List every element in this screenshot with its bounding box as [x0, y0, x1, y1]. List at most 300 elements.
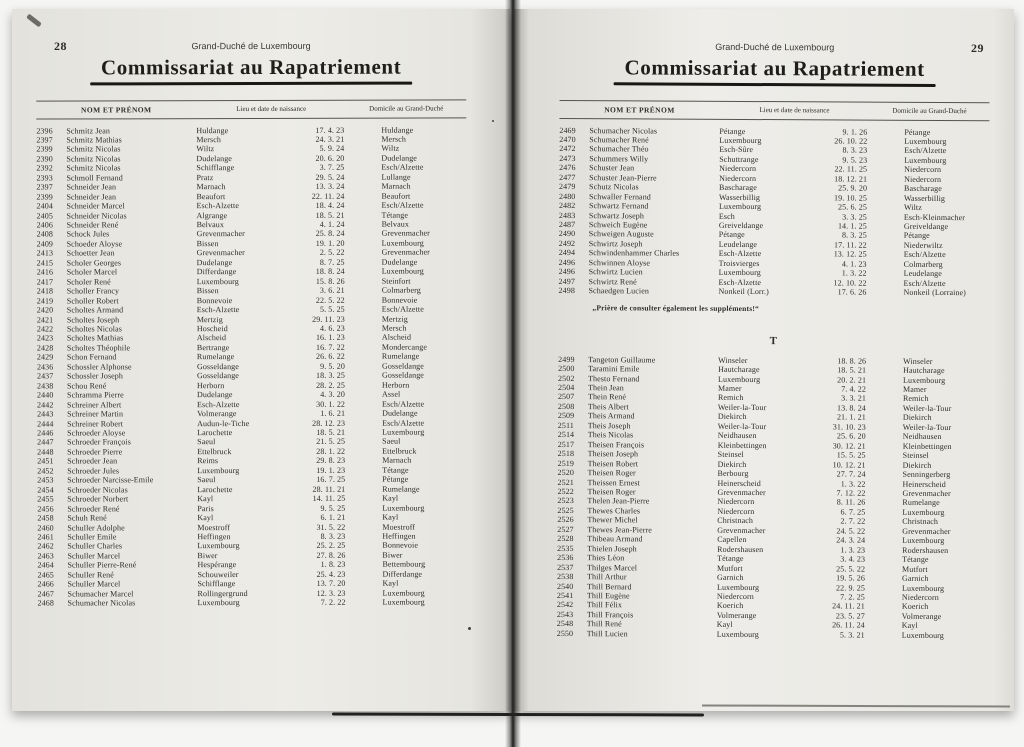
- domicile: Pétange: [904, 127, 931, 137]
- domicile: Luxembourg: [382, 588, 425, 598]
- birthdate: 22. 11. 25: [834, 164, 868, 174]
- table-row: [557, 629, 987, 641]
- birthdate: 7. 2. 25: [840, 592, 865, 602]
- domicile: Rumelange: [382, 484, 420, 494]
- domicile: Saeul: [382, 437, 401, 447]
- person-name: Schroeder François: [67, 437, 131, 447]
- birthdate: 18. 5. 21: [837, 365, 867, 375]
- person-name: Schwirtz René: [588, 276, 637, 287]
- table-header: [559, 99, 989, 120]
- entry-number: 2520: [557, 468, 575, 478]
- birthdate: 4. 3. 20: [320, 389, 346, 400]
- domicile: Luxembourg: [381, 266, 424, 276]
- birthplace: Luxembourg: [197, 598, 240, 608]
- entry-number: 2472: [559, 144, 576, 154]
- birthplace: Esch-Alzette: [196, 305, 240, 315]
- entry-number: 2508: [557, 401, 575, 412]
- domicile: Gosseldange: [381, 370, 424, 380]
- register-table-right-top: [558, 125, 989, 297]
- person-name: Schmitz Nicolas: [66, 144, 121, 154]
- birthplace: Hautcharage: [718, 364, 760, 375]
- person-name: Theisen Joseph: [587, 449, 639, 459]
- person-name: Scholer Marcel: [66, 267, 118, 277]
- birthplace: Schifflange: [197, 579, 236, 589]
- domicile: Garnich: [901, 573, 929, 584]
- entry-number: 2490: [558, 229, 576, 239]
- birthdate: 15. 8. 26: [315, 276, 345, 286]
- domicile: Huldange: [381, 125, 414, 135]
- person-name: Schossler Alphonse: [66, 362, 132, 372]
- entry-number: 2442: [37, 400, 54, 410]
- entry-number: 2521: [557, 477, 574, 487]
- person-name: Schneider Jean: [66, 182, 117, 192]
- person-name: Schweigen Auguste: [588, 229, 654, 239]
- birthdate: 10. 12. 21: [832, 460, 866, 470]
- entry-number: 2453: [37, 475, 54, 485]
- birthdate: 23. 5. 27: [835, 611, 865, 621]
- entry-number: 2541: [556, 590, 574, 601]
- entry-number: 2462: [37, 541, 54, 551]
- birthdate: 7. 2. 22: [320, 597, 346, 607]
- birthdate: 17. 4. 23: [315, 125, 345, 135]
- domicile: Bettembourg: [382, 559, 426, 570]
- domicile: Mertzig: [381, 314, 408, 324]
- birthdate: 16. 7. 25: [316, 475, 346, 485]
- entry-number: 2464: [37, 560, 54, 570]
- entry-number: 2423: [36, 333, 54, 344]
- entry-number: 2479: [559, 182, 576, 192]
- birthplace: Esch-Alzette: [197, 399, 240, 409]
- entry-number: 2421: [36, 315, 54, 325]
- entry-number: 2487: [558, 220, 576, 230]
- entry-number: 2420: [36, 305, 54, 315]
- entry-number: 2517: [557, 439, 575, 449]
- birthplace: Differdange: [196, 267, 237, 277]
- birthdate: 28. 1. 22: [316, 446, 346, 456]
- birthplace: Luxembourg: [718, 268, 761, 278]
- person-name: Scholtes Mathias: [66, 333, 124, 343]
- domicile: Niedercorn: [901, 592, 939, 602]
- person-name: Schroeder Norbert: [67, 494, 129, 504]
- person-name: Thill Félix: [586, 600, 623, 610]
- domicile: Esch/Alzette: [381, 200, 424, 210]
- birthplace: Greiveldange: [718, 220, 764, 231]
- birthplace: Diekirch: [717, 412, 747, 422]
- person-name: Schroeder Jules: [67, 466, 120, 476]
- page-29-content: [557, 9, 990, 640]
- column-header-nom: NOM ET PRÉNOM: [81, 104, 152, 114]
- birthdate: 27. 8. 26: [316, 550, 346, 560]
- person-name: Scholler Francy: [66, 286, 120, 296]
- birthdate: 16. 7. 22: [315, 342, 345, 352]
- page-number: 28: [54, 39, 67, 53]
- person-name: Thies Léon: [587, 553, 625, 563]
- entry-number: 2437: [36, 371, 54, 381]
- person-name: Schmitz Jean: [66, 125, 110, 135]
- birthplace: Luxembourg: [718, 201, 762, 212]
- birthplace: Hoscheid: [196, 324, 228, 334]
- birthdate: 13. 7. 20: [316, 579, 346, 589]
- domicile: Mersch: [381, 134, 406, 144]
- person-name: Schwirtz Joseph: [588, 239, 643, 249]
- domicile: Tétange: [381, 210, 409, 220]
- birthplace: Paris: [197, 503, 214, 513]
- person-name: Thielen Joseph: [587, 543, 637, 554]
- domicile: Kayl: [382, 493, 399, 503]
- birthplace: Pratz: [196, 172, 214, 182]
- birthplace: Luxembourg: [197, 465, 240, 475]
- birthdate: 26. 10. 22: [834, 136, 868, 146]
- entry-number: 2528: [557, 534, 574, 544]
- person-name: Schneider René: [66, 220, 119, 230]
- domicile: Grevenmacher: [902, 526, 951, 536]
- domicile: Beaufort: [381, 191, 411, 201]
- domicile: Bonnevoie: [382, 541, 418, 551]
- entry-number: 2392: [36, 163, 53, 173]
- domicile: Dudelange: [381, 153, 417, 163]
- person-name: Schroeder Narcisse-Emile: [67, 475, 154, 485]
- birthplace: Beaufort: [196, 191, 226, 201]
- birthplace: Niedercorn: [717, 497, 755, 507]
- birthdate: 6. 1. 21: [320, 512, 346, 522]
- domicile: Pétange: [382, 474, 409, 484]
- title-rule: [614, 82, 936, 86]
- running-head: Grand-Duché de Luxembourg: [191, 40, 311, 52]
- person-name: Schumacher Nicolas: [67, 598, 136, 608]
- person-name: Schaedgen Lucien: [588, 286, 650, 296]
- birthdate: 14. 11. 25: [312, 493, 346, 504]
- person-name: Thein René: [587, 392, 627, 402]
- birthplace: Esch-Alzette: [718, 249, 762, 259]
- birthplace: Kayl: [197, 513, 214, 523]
- birthdate: 7. 4. 22: [841, 384, 867, 394]
- entry-number: 2502: [558, 373, 575, 383]
- domicile: Diekirch: [902, 460, 932, 470]
- entry-number: 2428: [36, 343, 54, 353]
- birthplace: Grevenmacher: [717, 525, 766, 535]
- domicile: Senningerberg: [902, 469, 951, 480]
- domicile: Assel: [381, 389, 401, 399]
- entry-number: 2499: [558, 354, 575, 364]
- domicile: Bascharage: [904, 184, 942, 194]
- birthdate: 12. 10. 22: [833, 278, 867, 288]
- birthdate: 24. 3. 21: [315, 134, 345, 144]
- person-name: Schumacher Marcel: [67, 589, 134, 599]
- domicile: Esch/Alzette: [903, 250, 946, 260]
- domicile: Rodershausen: [902, 545, 949, 555]
- birthdate: 5. 9. 24: [319, 144, 345, 154]
- birthplace: Tétange: [717, 554, 744, 564]
- domicile: Luxembourg: [382, 597, 425, 607]
- person-name: Schon Fernand: [66, 352, 117, 362]
- birthdate: 15. 5. 25: [836, 450, 866, 460]
- domicile: Luxembourg: [381, 238, 424, 248]
- birthdate: 13. 3. 24: [315, 181, 345, 192]
- domicile: Luxembourg: [382, 427, 425, 437]
- entry-number: 2446: [37, 428, 54, 438]
- birthdate: 25. 6. 20: [836, 431, 866, 441]
- page-28: [12, 9, 510, 711]
- birthdate: 8. 11. 26: [836, 497, 866, 508]
- page-number: 29: [971, 41, 984, 55]
- domicile: Colmarberg: [381, 285, 421, 295]
- entry-number: 2511: [557, 420, 574, 430]
- domicile: Esch/Alzette: [903, 278, 946, 288]
- birthplace: Capellen: [717, 535, 747, 545]
- entry-number: 2496: [558, 257, 576, 267]
- birthplace: Luxembourg: [718, 374, 761, 384]
- person-name: Thewer Michel: [587, 515, 638, 525]
- birthplace: Schuttrange: [719, 154, 759, 164]
- domicile: Nonkeil (Lorraine): [903, 288, 966, 298]
- entry-number: 2440: [36, 390, 54, 400]
- person-name: Schmitz Nicolas: [66, 154, 121, 164]
- page-29: [514, 9, 1014, 711]
- birthplace: Rodershausen: [717, 544, 764, 554]
- birthdate: 3. 7. 25: [319, 163, 345, 173]
- person-name: Schou René: [66, 381, 107, 391]
- birthplace: Reims: [197, 456, 219, 466]
- birthdate: 21. 5. 25: [316, 437, 346, 447]
- birthplace: Alscheid: [196, 333, 227, 343]
- entry-number: 2548: [556, 619, 574, 629]
- entry-number: 2415: [36, 258, 54, 268]
- person-name: Scholtes Armand: [66, 305, 124, 315]
- birthplace: Niedercorn: [716, 591, 754, 602]
- person-name: Thill Arthur: [587, 572, 627, 582]
- birthplace: Niedercorn: [719, 173, 757, 183]
- domicile: Moestroff: [382, 522, 416, 532]
- birthdate: 31. 5. 22: [316, 522, 346, 532]
- birthplace: Gosseldange: [196, 371, 239, 381]
- birthplace: Koerich: [716, 601, 744, 611]
- birthdate: 25. 8. 24: [315, 229, 345, 239]
- person-name: Schuller Adolphe: [67, 522, 125, 533]
- entry-number: 2536: [557, 553, 574, 563]
- title-rule: [90, 82, 412, 85]
- entry-number: 2418: [36, 286, 54, 296]
- birthdate: 1. 3. 22: [841, 268, 867, 278]
- birthplace: Luxembourg: [716, 629, 759, 639]
- entry-number: 2509: [557, 411, 575, 421]
- running-head: Grand-Duché de Luxembourg: [715, 41, 835, 53]
- person-name: Theis Nicolas: [587, 430, 634, 440]
- entry-number: 2417: [36, 277, 54, 287]
- domicile: Neidhausen: [902, 432, 942, 442]
- column-header-lieu: Lieu et date de naissance: [236, 104, 307, 113]
- birthplace: Kayl: [197, 494, 214, 504]
- entry-number: 2496: [558, 267, 576, 277]
- birthplace: Grevenmacher: [196, 248, 245, 258]
- register-table-left: [36, 125, 467, 608]
- birthdate: 7. 12. 22: [836, 488, 866, 498]
- birthplace: Hespérange: [197, 560, 237, 570]
- birthplace: Weiler-la-Tour: [717, 421, 767, 431]
- person-name: Schwartz Fernand: [588, 201, 649, 211]
- birthplace: Herborn: [196, 380, 225, 390]
- birthplace: Schouweiler: [197, 569, 239, 579]
- person-name: Thill René: [586, 619, 622, 629]
- entry-number: 2452: [37, 466, 54, 476]
- entry-number: 2527: [557, 524, 574, 534]
- entry-number: 2444: [37, 419, 54, 429]
- domicile: Luxembourg: [903, 375, 946, 385]
- domicile: Niederwiltz: [903, 240, 943, 250]
- birthdate: 4. 1. 23: [841, 259, 867, 269]
- birthdate: 18. 5. 21: [316, 427, 346, 437]
- birthplace: Saeul: [197, 437, 216, 447]
- birthplace: Grevenmacher: [196, 229, 245, 239]
- birthplace: Niedercorn: [717, 506, 755, 516]
- person-name: Schwindenhammer Charles: [588, 248, 680, 259]
- table-row: [558, 286, 988, 298]
- domicile: Diekirch: [902, 413, 932, 423]
- person-name: Thelen Jean-Pierre: [587, 496, 650, 506]
- birthdate: 9. 5. 23: [842, 155, 868, 165]
- birthdate: 25. 9. 20: [838, 183, 868, 193]
- entry-number: 2494: [558, 248, 576, 258]
- birthdate: 22. 9. 25: [836, 582, 865, 593]
- birthplace: Niedercorn: [719, 164, 757, 174]
- person-name: Schutz Nicolas: [589, 182, 639, 192]
- person-name: Schneider Marcel: [66, 201, 125, 211]
- entry-number: 2447: [37, 437, 54, 448]
- birthplace: Nonkeil (Lorr.): [718, 287, 769, 297]
- birthplace: Luxembourg: [719, 135, 762, 146]
- column-header-lieu: Lieu et date de naissance: [759, 105, 830, 114]
- entry-number: 2455: [37, 494, 54, 504]
- birthdate: 2. 5. 22: [319, 248, 345, 258]
- birthdate: 1. 6. 21: [320, 408, 346, 418]
- entry-number: 2504: [557, 383, 575, 393]
- birthdate: 12. 3. 23: [316, 588, 346, 598]
- entry-number: 2397: [36, 135, 53, 145]
- birthplace: Marnach: [196, 182, 226, 192]
- birthplace: Mamer: [717, 383, 742, 393]
- domicile: Mersch: [381, 323, 407, 333]
- birthplace: Bonnevoie: [196, 295, 233, 305]
- page-28-content: [36, 8, 468, 608]
- domicile: Remich: [902, 394, 929, 404]
- birthplace: Esch-Alzette: [196, 201, 240, 211]
- domicile: Luxembourg: [902, 536, 945, 546]
- domicile: Mondercange: [381, 342, 427, 352]
- domicile: Luxembourg: [382, 503, 425, 513]
- scan-artifact: [492, 120, 494, 122]
- entry-number: 2550: [556, 628, 574, 638]
- entry-number: 2429: [36, 352, 54, 362]
- domicile: Lullange: [381, 172, 411, 182]
- entry-number: 2537: [557, 562, 574, 572]
- domicile: Grevenmacher: [902, 488, 951, 499]
- birthdate: 17. 11. 22: [834, 240, 867, 250]
- birthdate: 31. 10. 23: [832, 422, 866, 432]
- birthplace: Bertrange: [196, 342, 230, 353]
- birthdate: 22. 11. 24: [311, 191, 345, 201]
- entry-number: 2483: [558, 210, 576, 220]
- domicile: Luxembourg: [904, 155, 947, 165]
- person-name: Schroeder René: [67, 503, 120, 514]
- page-title: Commissariat au Rapatriement: [100, 54, 402, 80]
- person-name: Schoetter Jean: [66, 248, 115, 258]
- entry-number: 2461: [37, 532, 54, 542]
- birthplace: Larochette: [197, 428, 233, 438]
- supplements-note: „Prière de consulter également les suppléments!“: [592, 302, 760, 313]
- person-name: Schuh René: [67, 513, 107, 523]
- birthplace: Wasserbillig: [718, 192, 761, 202]
- birthdate: 14. 1. 25: [837, 221, 867, 231]
- table-header: [36, 99, 466, 119]
- birthplace: Kleinbettingen: [717, 440, 767, 450]
- entry-number: 2396: [36, 126, 53, 136]
- domicile: Luxembourg: [901, 583, 945, 593]
- domicile: Esch/Alzette: [904, 146, 947, 156]
- person-name: Schreiner Robert: [67, 418, 124, 429]
- domicile: Tétange: [382, 465, 409, 475]
- domicile: Esch/Alzette: [382, 418, 425, 428]
- entry-number: 2468: [37, 598, 54, 608]
- domicile: Wiltz: [903, 202, 922, 213]
- person-name: Thibeau Armand: [587, 534, 643, 544]
- birthdate: 24. 5. 22: [836, 526, 866, 536]
- birthdate: 25. 2. 25: [316, 541, 346, 551]
- person-name: Theis Armand: [587, 411, 635, 421]
- birthdate: 5. 5. 25: [319, 304, 345, 314]
- birthplace: Bissen: [196, 239, 219, 249]
- entry-number: 2399: [36, 192, 53, 202]
- birthdate: 20. 2. 21: [837, 375, 867, 385]
- entry-number: 2456: [37, 504, 54, 514]
- entry-number: 2477: [559, 172, 576, 182]
- entry-number: 2436: [36, 362, 54, 372]
- person-name: Theisen Roger: [587, 487, 636, 497]
- domicile: Ettelbruck: [382, 446, 417, 456]
- birthdate: 29. 8. 23: [316, 456, 346, 466]
- birthplace: Pétange: [719, 126, 746, 136]
- birthdate: 29. 5. 24: [315, 172, 345, 182]
- birthdate: 13. 12. 25: [833, 249, 867, 259]
- birthplace: Grevenmacher: [717, 487, 766, 498]
- person-name: Thilges Marcel: [587, 562, 638, 573]
- person-name: Schroeder Jean: [67, 456, 118, 466]
- domicile: Marnach: [381, 181, 411, 191]
- birthdate: 1. 3. 22: [840, 479, 866, 489]
- domicile: Koerich: [901, 602, 929, 612]
- person-name: Theisen Robert: [587, 458, 639, 469]
- birthplace: Winseler: [718, 355, 748, 365]
- person-name: Scholer Georges: [66, 258, 122, 268]
- person-name: Schuster Jean: [589, 163, 635, 173]
- birthdate: 3. 4. 23: [840, 554, 866, 564]
- domicile: Winseler: [903, 356, 933, 366]
- domicile: Biwer: [382, 550, 403, 560]
- domicile: Luxembourg: [904, 136, 947, 146]
- birthplace: Garnich: [717, 572, 744, 583]
- birthplace: Rollingergrund: [197, 588, 248, 598]
- entry-number: 2470: [559, 134, 576, 145]
- entry-number: 2419: [36, 296, 54, 306]
- entry-number: 2416: [36, 267, 54, 277]
- entry-number: 2526: [557, 515, 574, 525]
- birthplace: Diekirch: [717, 459, 747, 469]
- birthplace: Kayl: [716, 620, 733, 630]
- register-table-right-bottom: [557, 355, 988, 641]
- person-name: Schweich Eugène: [588, 220, 648, 230]
- domicile: Hautcharage: [903, 365, 945, 376]
- birthplace: Luxembourg: [716, 582, 760, 592]
- domicile: Niedercorn: [904, 174, 942, 184]
- birthplace: Dudelange: [196, 257, 233, 267]
